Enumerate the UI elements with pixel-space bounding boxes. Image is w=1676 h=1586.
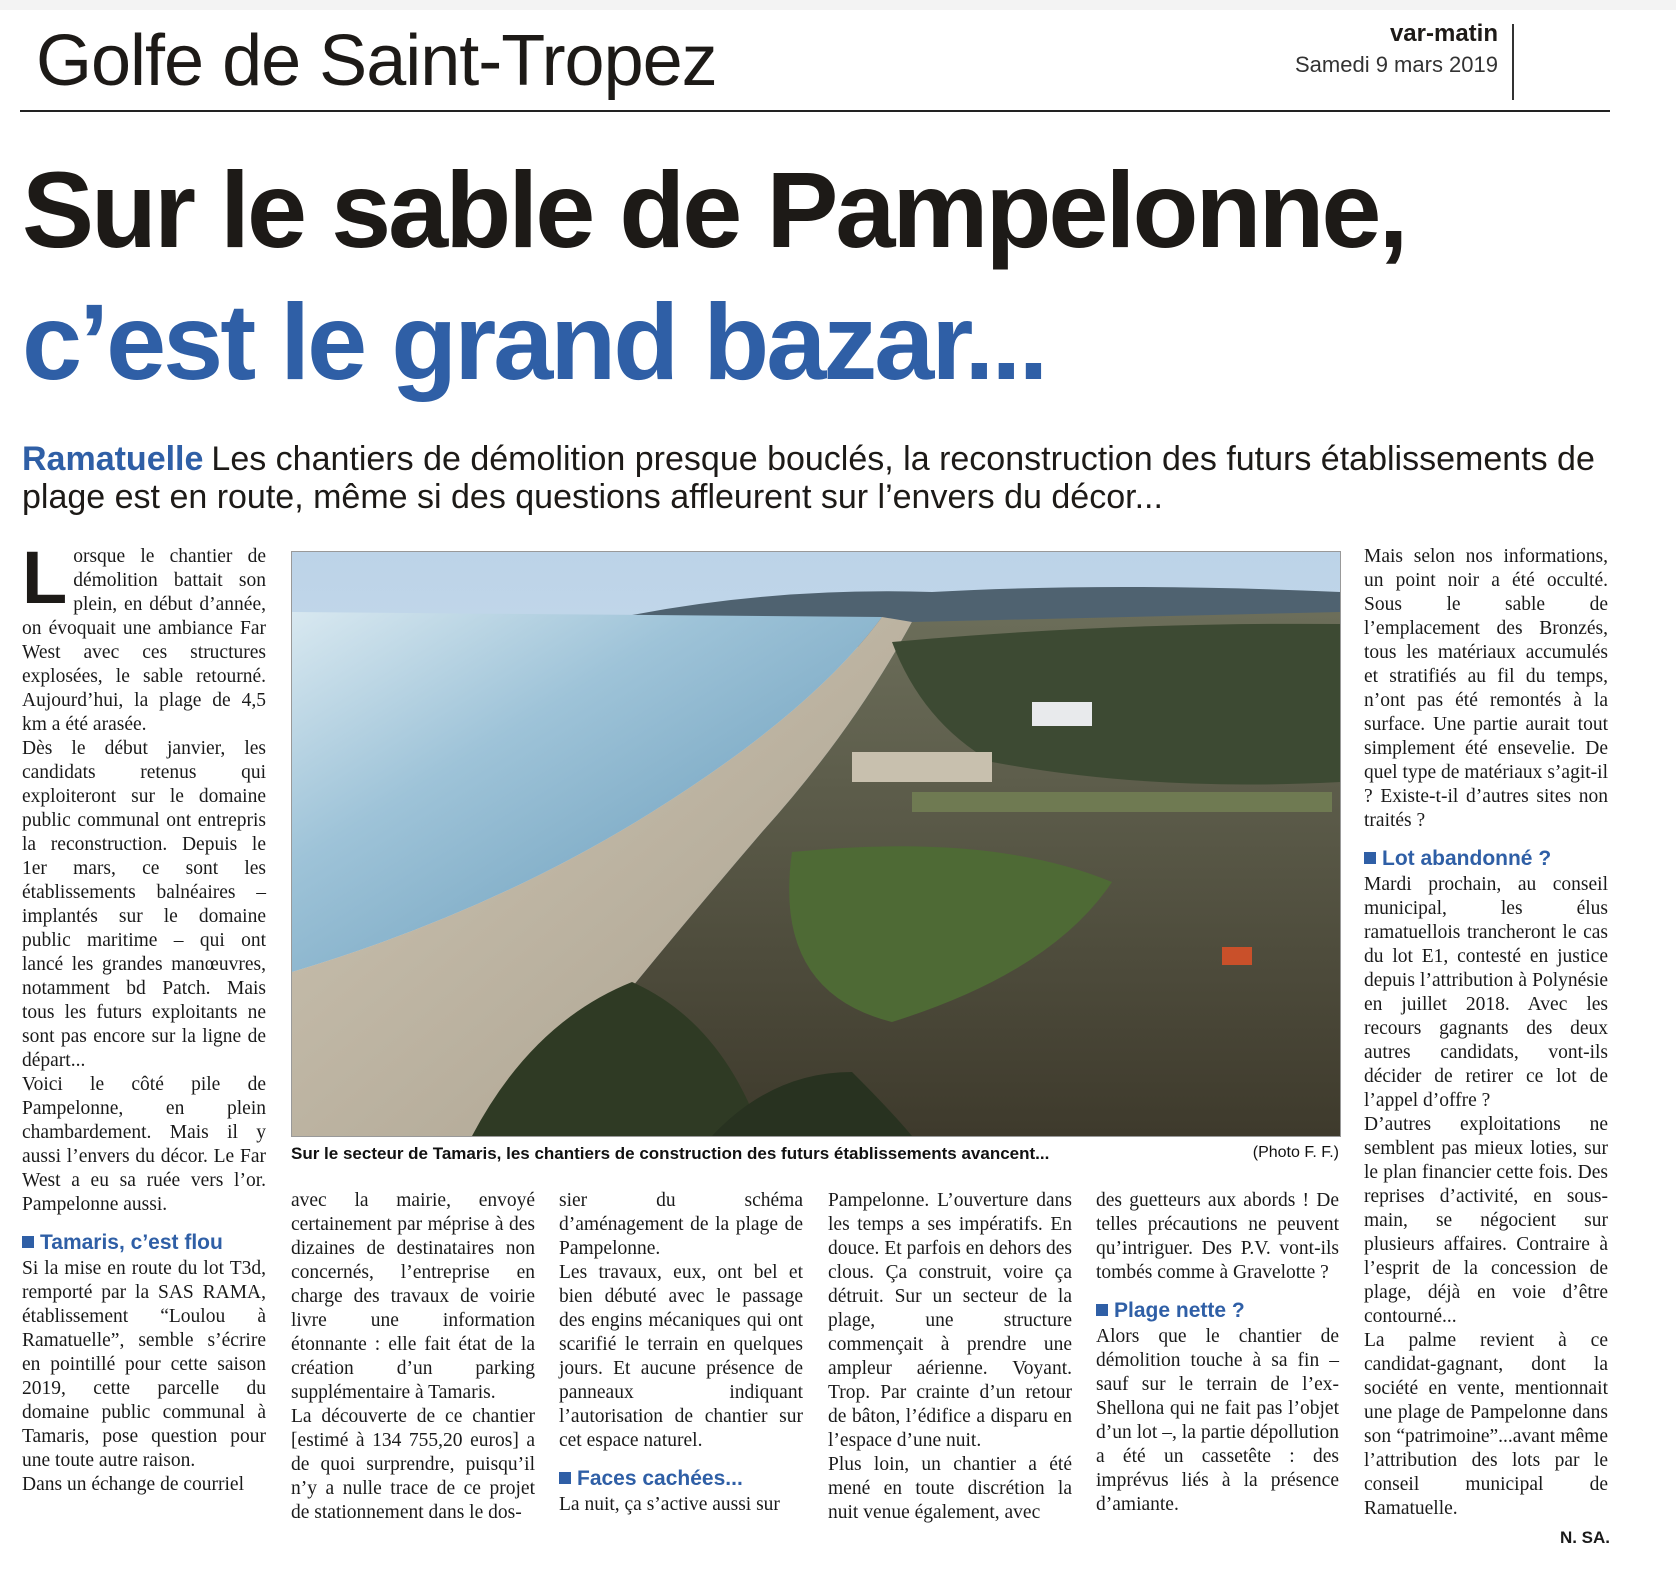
- square-bullet-icon: [22, 1236, 34, 1248]
- paragraph: Dans un échange de courriel: [22, 1474, 244, 1495]
- paragraph: Mais selon nos informations, un point noir a été occulté. Sous le sable de l’emplacement des Bronzés, tous les matériaux accumulés et stratifiés au fil du temps, n’ont pas été remontés à la surface. Une partie aurait tout simplement été ensevelie. De quel type de matériaux s’agit-il ? Existe-t-il d’autres sites non traités ?: [1364, 546, 1608, 831]
- paragraph: orsque le chantier de démolition battait son plein, en début d’année, on évoquait une ambiance Far West avec ces structures explosées, le sable retourné. Aujourd’hui, la plage de 4,5 km a été arasée.: [22, 546, 266, 735]
- paragraph: Si la mise en route du lot T3d, remporté par la SAS RAMA, établissement “Loulou à Ramatuelle”, semble s’écrire en pointillé pour cette saison 2019, cette parcelle du domaine public communal à Tamaris, pose question pour une toute autre raison.: [22, 1258, 266, 1471]
- author-signature: N. SA.: [1559, 1528, 1610, 1547]
- caption-text: Sur le secteur de Tamaris, les chantiers de construction des futurs établissements avancent...: [291, 1144, 1050, 1163]
- subheading: Lot abandonné ?: [1364, 847, 1608, 871]
- article-column-3: [559, 1189, 803, 1517]
- standfirst: [22, 440, 1622, 516]
- photo-caption: [291, 1144, 1339, 1164]
- paragraph: avec la mairie, envoyé certainement par méprise à des dizaines de destinataires non concernés, l’entreprise en charge des travaux de voirie livre une information étonnante : elle fait état de la création d’un parking supplémentaire à Tamaris.: [291, 1190, 535, 1403]
- photo-credit: (Photo F. F.): [1252, 1144, 1339, 1161]
- article-column-6: [1364, 545, 1608, 1521]
- issue-date: Samedi 9 mars 2019: [1295, 52, 1498, 77]
- masthead: [1295, 20, 1498, 78]
- paragraph: D’autres exploitations ne semblent pas mieux loties, sur le plan financier cette fois. Des reprises d’activité, en sous-main, se négocient sur plusieurs affaires. Contraire à l’esprit de la concession de plage, déjà en voie d’être contourné...: [1364, 1114, 1608, 1327]
- headline-line-1: Sur le sable de Pampelonne,: [22, 149, 1406, 270]
- paragraph: Voici le côté pile de Pampelonne, en plein chambardement. Mais il y aussi l’envers du décor. Le Far West a eu sa ruée vers l’or. Pampelonne aussi.: [22, 1074, 266, 1215]
- article-column-5: [1096, 1189, 1339, 1517]
- square-bullet-icon: [1364, 852, 1376, 864]
- section-title: Golfe de Saint-Tropez: [36, 21, 717, 101]
- paragraph: des guetteurs aux abords ! De telles précautions ne peuvent qu’intriguer. Des P.V. vont-ils tombés comme à Gravelotte ?: [1096, 1190, 1339, 1283]
- article-column-2: [291, 1189, 535, 1525]
- top-strip: [0, 0, 1676, 10]
- subheading: Tamaris, c’est flou: [22, 1231, 266, 1255]
- subheading: Faces cachées...: [559, 1467, 803, 1491]
- paragraph: La nuit, ça s’active aussi sur: [559, 1494, 780, 1515]
- paragraph: Les travaux, eux, ont bel et bien débuté avec le passage des engins mécaniques qui ont scarifié le terrain en quelques jours. Et aucune présence de panneaux indiquant l’autorisation de chantier sur cet espace naturel.: [559, 1262, 803, 1451]
- article-column-4: [828, 1189, 1072, 1525]
- beach-aerial-photo: [291, 551, 1341, 1137]
- paragraph: La palme revient à ce candidat-gagnant, dont la société en vente, mentionnait une plage de Pampelonne dans son “patrimoine”...avant même l’attribution des lots par le conseil municipal de Ramatuelle.: [1364, 1330, 1608, 1519]
- paragraph: Plus loin, un chantier a été mené en toute discrétion la nuit venue également, avec: [828, 1454, 1072, 1523]
- paragraph: Alors que le chantier de démolition touche à sa fin – sauf sur le terrain de l’ex-Shellona qui ne fait pas l’objet d’un lot –, la partie dépollution a été un cassetête : des imprévus liés à la présence d’amiante.: [1096, 1326, 1339, 1515]
- paragraph: La découverte de ce chantier [estimé à 134 755,20 euros] a de quoi surprendre, puisqu’il n’y a nulle trace de ce projet de stationnement dans le dos-: [291, 1406, 535, 1523]
- paragraph: Dès le début janvier, les candidats retenus qui exploiteront sur le domaine public communal ont entrepris la reconstruction. Depuis le 1er mars, ce sont les établissements balnéaires – implantés sur le domaine public maritime – qui ont lancé les grandes manœuvres, notamment bd Patch. Mais tous les futurs exploitants ne sont pas encore sur la ligne de départ...: [22, 738, 266, 1071]
- article-column-1: [22, 536, 266, 1497]
- paragraph: Pampelonne. L’ouverture dans les temps a ses impératifs. En douce. Et parfois en dehors des clous. Ça construit, voire ça détruit. Sur un secteur de la plage, une structure commençait à prendre une ampleur aérienne. Voyant. Trop. Par crainte d’un retour de bâton, l’édifice a disparu en l’espace d’une nuit.: [828, 1190, 1072, 1451]
- square-bullet-icon: [559, 1472, 571, 1484]
- square-bullet-icon: [1096, 1304, 1108, 1316]
- subheading: Plage nette ?: [1096, 1299, 1339, 1323]
- deck-text: Les chantiers de démolition presque bouclés, la reconstruction des futurs établissements de plage est en route, même si des questions affleurent sur l’envers du décor...: [22, 440, 1595, 516]
- paragraph: Mardi prochain, au conseil municipal, les élus ramatuellois trancheront le cas du lot E1, contesté en justice depuis l’attribution à Polynésie en juillet 2018. Avec les recours gagnants des deux autres candidats, vont-ils décider de retirer ce lot de l’appel d’offre ?: [1364, 874, 1608, 1111]
- drop-cap: L: [22, 536, 68, 619]
- photo-illustration: [292, 552, 1340, 1136]
- header-rule: [20, 110, 1610, 112]
- headline-line-2: c’est le grand bazar...: [22, 281, 1046, 402]
- masthead-divider: [1512, 24, 1514, 100]
- deck-kicker: Ramatuelle: [22, 440, 204, 478]
- brand-name: var-matin: [1389, 20, 1498, 47]
- paragraph: sier du schéma d’aménagement de la plage de Pampelonne.: [559, 1190, 803, 1259]
